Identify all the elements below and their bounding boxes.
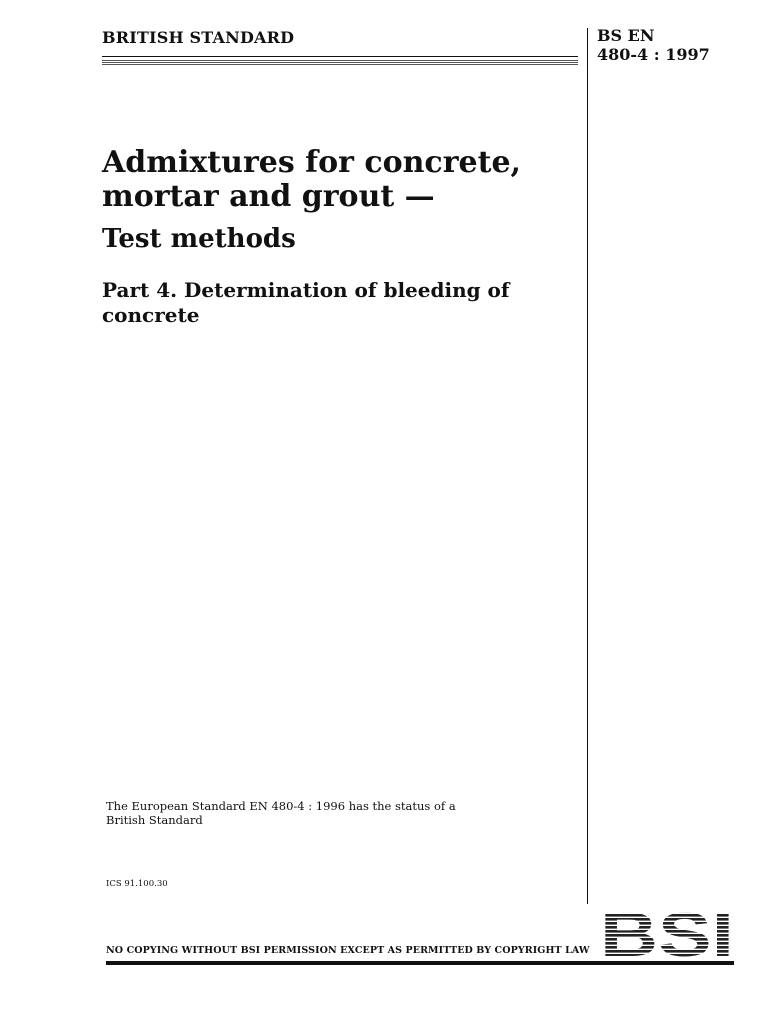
margin-vertical-rule <box>587 28 588 904</box>
title-line-1: Admixtures for concrete, <box>102 145 521 180</box>
title-line-2: mortar and grout — <box>102 179 435 214</box>
svg-text:BSI: BSI <box>600 906 734 960</box>
status-note-line-2: British Standard <box>106 813 203 827</box>
document-type-label: BRITISH STANDARD <box>102 28 295 47</box>
copyright-notice: NO COPYING WITHOUT BSI PERMISSION EXCEPT AS PERMITTED BY COPYRIGHT LAW <box>106 945 590 956</box>
status-note-line-1: The European Standard EN 480-4 : 1996 has the status of a <box>106 799 456 813</box>
part-title <box>102 278 542 328</box>
part-title-line-2: concrete <box>102 303 200 327</box>
ics-code: ICS 91.100.30 <box>106 879 168 889</box>
header-rule <box>102 56 578 57</box>
header-striped-rule <box>102 60 578 66</box>
standard-number <box>597 26 710 64</box>
status-note <box>106 799 456 827</box>
document-title <box>102 146 572 214</box>
bsi-logo <box>598 906 736 960</box>
footer-rule <box>106 961 734 965</box>
document-subtitle: Test methods <box>102 224 296 254</box>
part-title-line-1: Part 4. Determination of bleeding of <box>102 278 510 302</box>
standard-number-code: 480-4 : 1997 <box>597 45 710 64</box>
standard-number-prefix: BS EN <box>597 26 655 45</box>
